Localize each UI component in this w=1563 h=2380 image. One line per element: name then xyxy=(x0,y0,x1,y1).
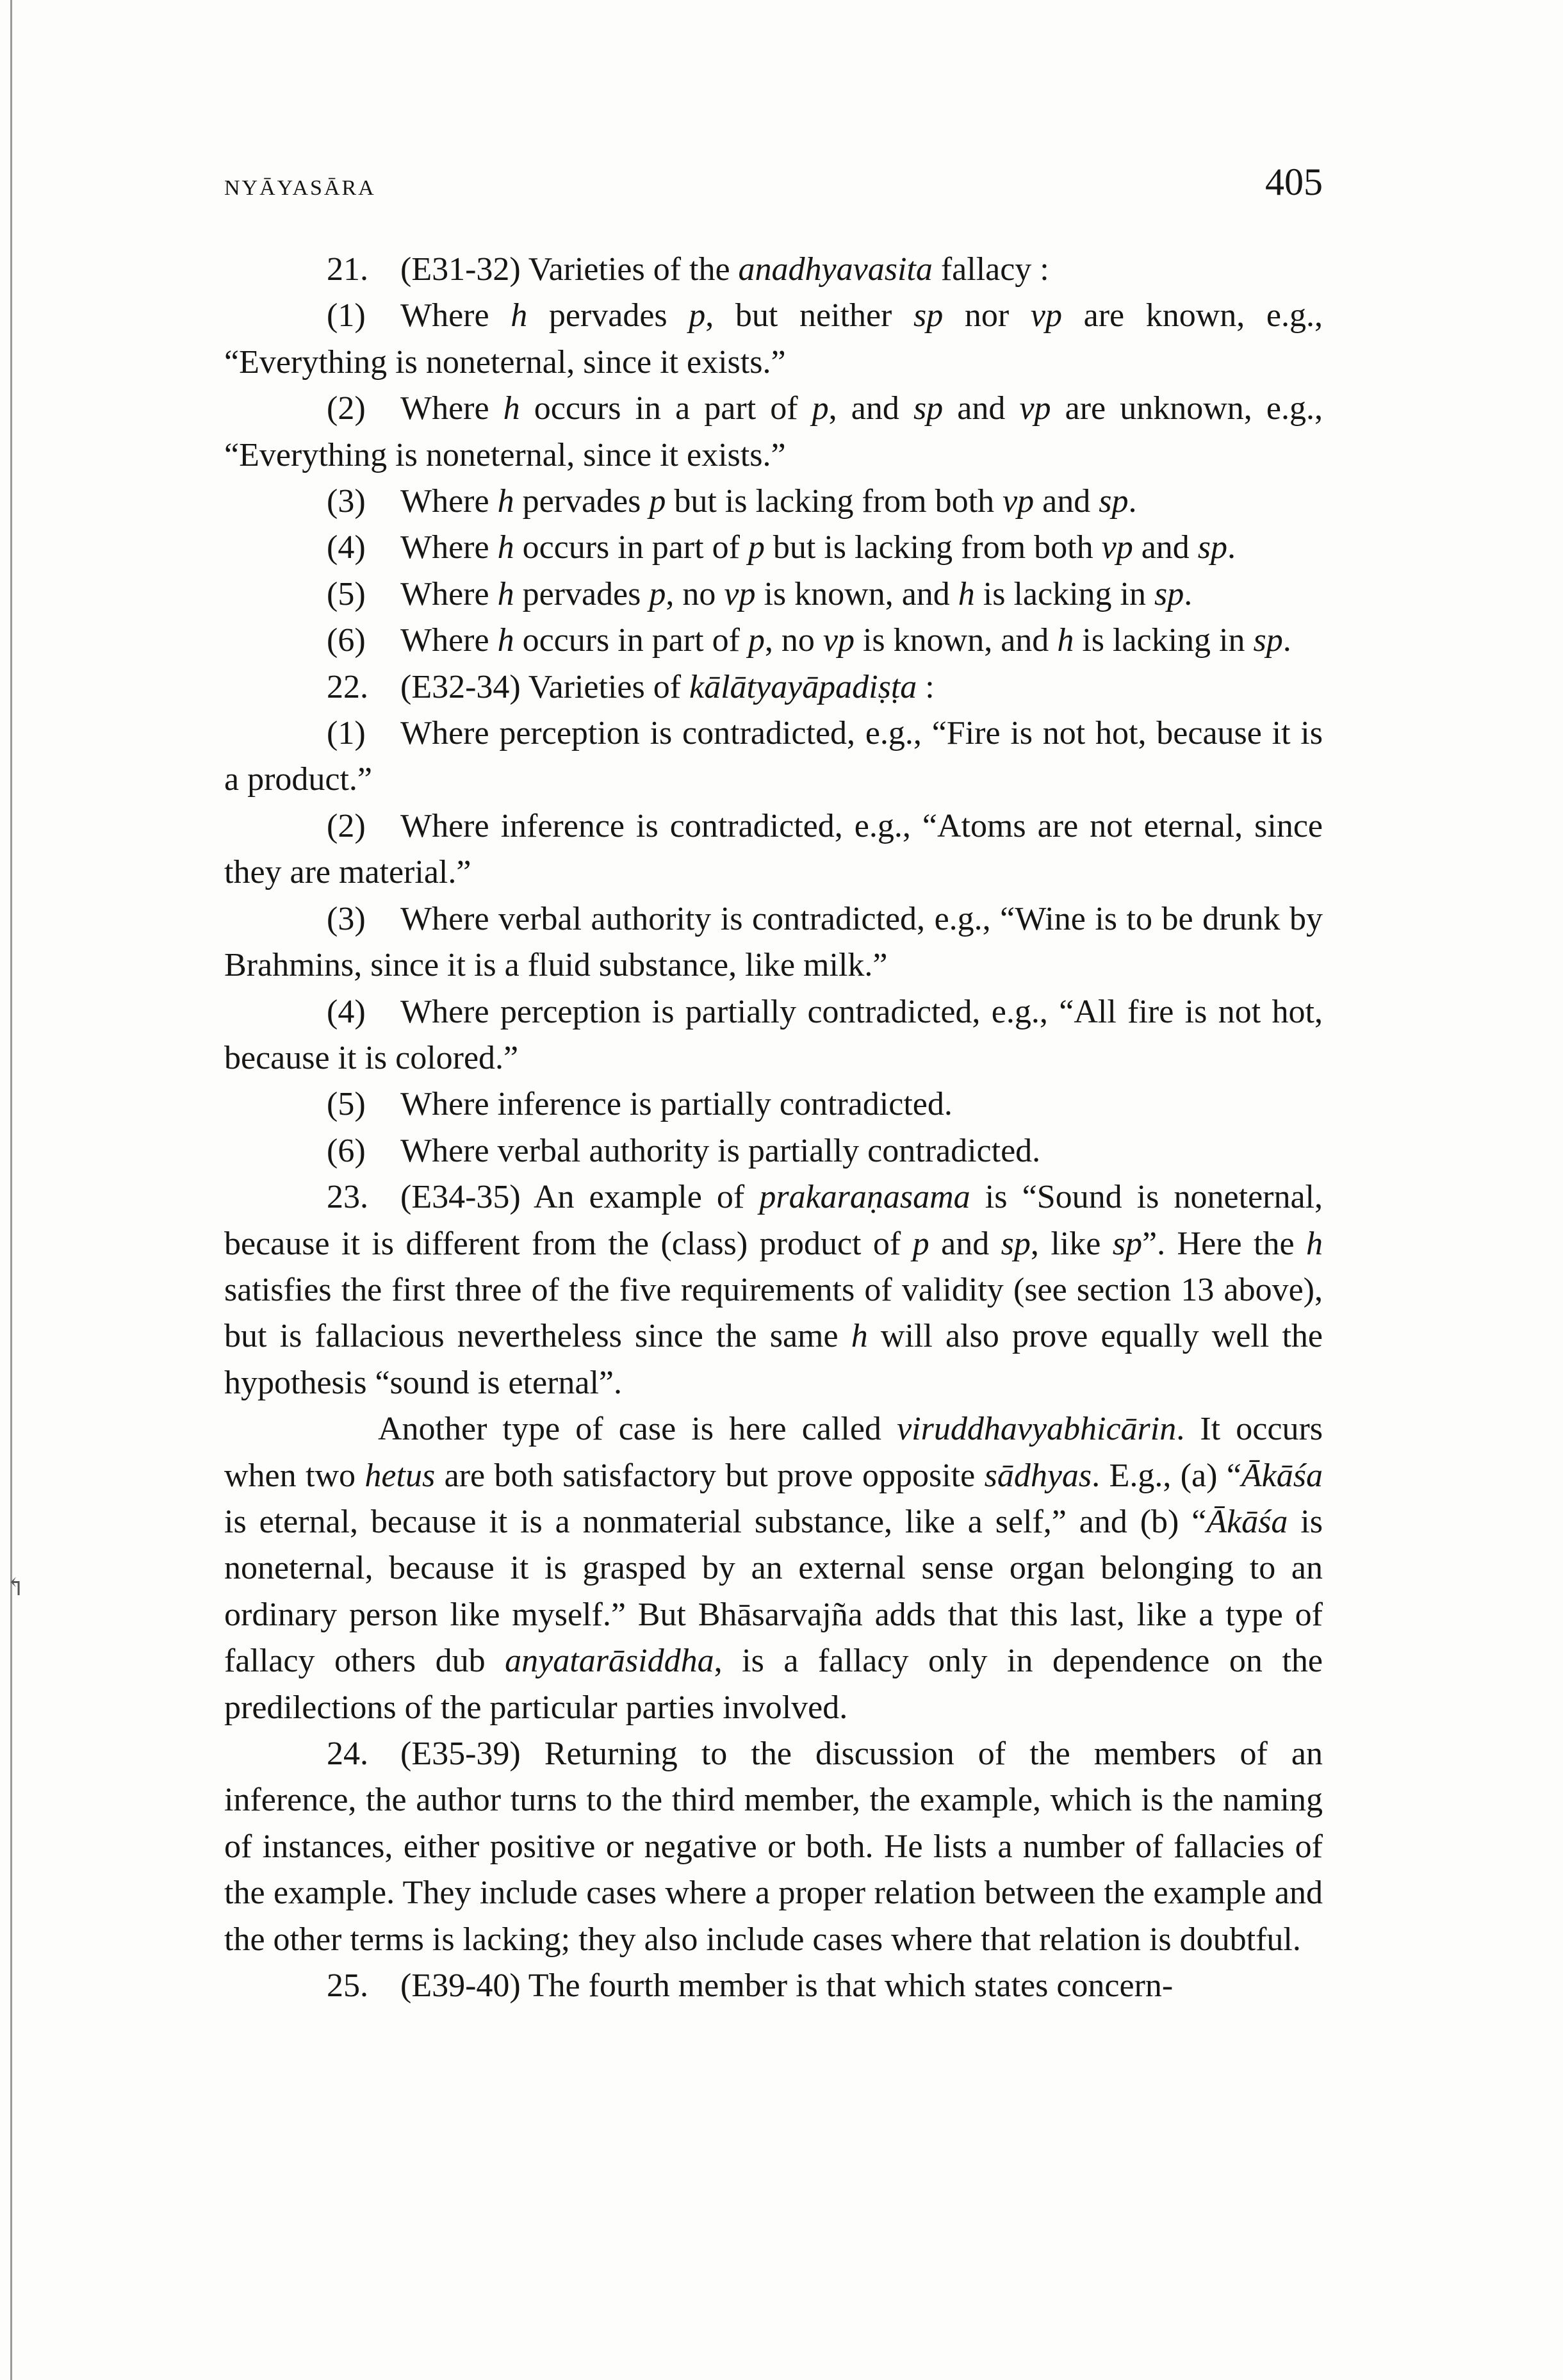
italic-term: h xyxy=(497,529,514,566)
italic-term: h xyxy=(958,575,975,612)
italic-term: anadhyavasita xyxy=(738,251,933,288)
text-run: (E35-39) Returning to the discussion of the members of an inference, the author turns to the third member, the example, which is the naming of instances, either positive or negative or both. He lists a number of fallacies of the example. They include cases where a proper relation between the example and the other terms is lacking; they also include cases where that relation is doubtful. xyxy=(224,1736,1323,1958)
italic-term: vp xyxy=(822,622,855,659)
italic-term: h xyxy=(497,575,514,612)
text-run: , no xyxy=(764,622,823,659)
text-run: Where inference is partially contradicted. xyxy=(400,1086,953,1123)
italic-term: prakaraṇasama xyxy=(759,1179,970,1216)
italic-term: vp xyxy=(1019,390,1051,427)
book-page xyxy=(224,160,1323,2009)
italic-term: p xyxy=(812,390,829,427)
italic-term: h xyxy=(497,622,514,659)
paragraph xyxy=(224,1128,1323,1174)
paragraph xyxy=(224,989,1323,1082)
italic-term: sp xyxy=(1154,575,1184,612)
paragraph-number: (1) xyxy=(327,297,366,334)
text-run: (E32-34) Varieties of xyxy=(400,668,690,705)
paragraph-number: 21. xyxy=(327,251,368,288)
paragraph-number: (2) xyxy=(327,390,366,427)
paragraph xyxy=(224,1174,1323,1406)
italic-term: p xyxy=(748,622,765,659)
text-run: Where verbal authority is partially contradicted. xyxy=(400,1132,1041,1169)
text-run: is noneternal, because it is grasped by an external sense organ belonging to an ordinary person like myself.” But Bhāsarvajña adds that this last, like a type of fallacy others dub xyxy=(224,1503,1323,1680)
text-run: Where perception is partially contradicted, e.g., “All fire is not hot, because it is colored.” xyxy=(224,993,1323,1076)
text-run: and xyxy=(1133,529,1198,566)
text-run: (E31-32) Varieties of the xyxy=(400,251,739,288)
italic-term: p xyxy=(649,483,666,520)
italic-term: hetus xyxy=(364,1457,436,1494)
text-run: will also prove equally well the hypothesis “sound is eternal”. xyxy=(224,1318,1323,1401)
text-run: Where xyxy=(400,297,511,334)
text-run: Where xyxy=(400,622,498,659)
text-run: and xyxy=(1034,483,1099,520)
text-run: and xyxy=(929,1225,1001,1262)
italic-term: sp xyxy=(1001,1225,1031,1262)
paragraph-number: 23. xyxy=(327,1179,368,1216)
paragraph-number: (1) xyxy=(327,715,366,752)
italic-term: p xyxy=(689,297,706,334)
text-run: but is lacking from both xyxy=(666,483,1003,520)
italic-term: sp xyxy=(913,390,944,427)
text-run: . xyxy=(1227,529,1236,566)
text-run: . xyxy=(1282,622,1291,659)
italic-term: Ākāśa xyxy=(1241,1457,1323,1494)
paragraph xyxy=(224,618,1323,664)
text-run: but is lacking from both xyxy=(764,529,1102,566)
text-run: is lacking in xyxy=(1074,622,1254,659)
paragraph xyxy=(224,803,1323,896)
text-run: is known, and xyxy=(854,622,1058,659)
italic-term: viruddhavyabhicārin xyxy=(897,1411,1177,1448)
text-run: is “Sound is noneternal, because it is different from the (class) product of xyxy=(224,1179,1323,1262)
paragraph xyxy=(224,525,1323,571)
text-run: Where inference is contradicted, e.g., “Atoms are not eternal, since they are material.” xyxy=(224,807,1323,891)
text-run: nor xyxy=(943,297,1031,334)
text-run: (E39-40) The fourth member is that which states concern- xyxy=(400,1967,1174,2005)
text-run: , like xyxy=(1030,1225,1113,1262)
scan-margin-rule xyxy=(10,0,12,2380)
text-run: . E.g., (a) “ xyxy=(1092,1457,1241,1494)
paragraph xyxy=(224,1731,1323,1963)
italic-term: vp xyxy=(1002,483,1035,520)
italic-term: sp xyxy=(913,297,944,334)
italic-term: p xyxy=(649,575,666,612)
italic-term: sp xyxy=(1197,529,1228,566)
running-header xyxy=(224,160,1323,218)
paragraph xyxy=(224,293,1323,386)
paragraph-number: (3) xyxy=(327,483,366,520)
text-run: Another type of case is here called xyxy=(378,1411,897,1448)
italic-term: anyatarāsiddha xyxy=(505,1643,714,1680)
italic-term: p xyxy=(748,529,765,566)
italic-term: h xyxy=(497,483,514,520)
paragraph xyxy=(224,479,1323,525)
text-run: ”. Here the xyxy=(1142,1225,1306,1262)
body-text xyxy=(224,247,1323,2009)
paragraph-number: 24. xyxy=(327,1736,368,1772)
text-run: pervades xyxy=(514,483,650,520)
italic-term: h xyxy=(1057,622,1074,659)
italic-term: sp xyxy=(1112,1225,1143,1262)
text-run: (E34-35) An example of xyxy=(400,1179,760,1216)
italic-term: vp xyxy=(1101,529,1133,566)
text-run: are both satisfactory but prove opposite xyxy=(435,1457,985,1494)
text-run: is lacking in xyxy=(974,575,1154,612)
text-run: occurs in part of xyxy=(514,529,748,566)
italic-term: h xyxy=(851,1318,868,1355)
page-number: 405 xyxy=(1265,161,1323,203)
paragraph xyxy=(224,710,1323,803)
italic-term: h xyxy=(503,390,520,427)
text-run: pervades xyxy=(527,297,689,334)
paragraph-number: 22. xyxy=(327,668,368,705)
paragraph xyxy=(224,896,1323,989)
text-run: are unknown, e.g., “Everything is noneternal, since it exists.” xyxy=(224,390,1323,473)
italic-term: vp xyxy=(724,575,756,612)
text-run: , but neither xyxy=(705,297,914,334)
paragraph xyxy=(224,571,1323,618)
text-run: pervades xyxy=(514,575,650,612)
paragraph-number: (3) xyxy=(327,900,366,937)
text-run: and xyxy=(943,390,1020,427)
text-run: Where xyxy=(400,390,503,427)
text-run: Where perception is contradicted, e.g., “Fire is not hot, because it is a product.” xyxy=(224,715,1323,798)
paragraph-number: (6) xyxy=(327,622,366,659)
text-run: fallacy : xyxy=(932,251,1049,288)
italic-term: h xyxy=(511,297,528,334)
italic-term: Ākāśa xyxy=(1206,1503,1288,1540)
italic-term: sādhyas xyxy=(984,1457,1092,1494)
paragraph xyxy=(224,1406,1323,1731)
paragraph-number: (2) xyxy=(327,807,366,844)
italic-term: vp xyxy=(1030,297,1062,334)
text-run: satisfies the first three of the five requirements of validity (see section 13 above), but is fallacious nevertheless since the same xyxy=(224,1271,1323,1355)
text-run: . It occurs when two xyxy=(224,1411,1323,1494)
text-run: is eternal, because it is a nonmaterial substance, like a self,” and (b) “ xyxy=(224,1503,1207,1540)
paragraph-number: (5) xyxy=(327,575,366,612)
italic-term: kālātyayāpadiṣṭa xyxy=(689,668,917,705)
paragraph xyxy=(224,1963,1323,2009)
text-run: , is a fallacy only in dependence on the predilections of the particular parties involved. xyxy=(224,1643,1323,1726)
paragraph-number: (5) xyxy=(327,1086,366,1123)
text-run: is known, and xyxy=(755,575,958,612)
text-run: occurs in a part of xyxy=(520,390,812,427)
paragraph xyxy=(224,386,1323,479)
paragraph xyxy=(224,247,1323,293)
running-head-title: NYĀYASĀRA xyxy=(224,176,376,200)
text-run: , no xyxy=(666,575,724,612)
text-run: , and xyxy=(828,390,913,427)
text-run: Where xyxy=(400,483,498,520)
scan-edge-mark: ↰ xyxy=(5,1574,26,1601)
text-run: : xyxy=(917,668,935,705)
text-run: . xyxy=(1184,575,1193,612)
paragraph-number: (4) xyxy=(327,529,366,566)
italic-term: p xyxy=(912,1225,929,1262)
italic-term: h xyxy=(1305,1225,1323,1262)
text-run: are known, e.g., “Everything is noneternal, since it exists.” xyxy=(224,297,1323,381)
italic-term: sp xyxy=(1253,622,1283,659)
text-run: Where xyxy=(400,529,498,566)
italic-term: sp xyxy=(1099,483,1129,520)
text-run: Where xyxy=(400,575,498,612)
text-run: . xyxy=(1128,483,1137,520)
paragraph xyxy=(224,1081,1323,1128)
paragraph-number: (6) xyxy=(327,1132,366,1169)
text-run: occurs in part of xyxy=(514,622,748,659)
paragraph-number: (4) xyxy=(327,993,366,1030)
text-run: Where verbal authority is contradicted, e.g., “Wine is to be drunk by Brahmins, since it is a fluid substance, like milk.” xyxy=(224,900,1323,984)
paragraph-number: 25. xyxy=(327,1967,368,2005)
paragraph xyxy=(224,664,1323,710)
